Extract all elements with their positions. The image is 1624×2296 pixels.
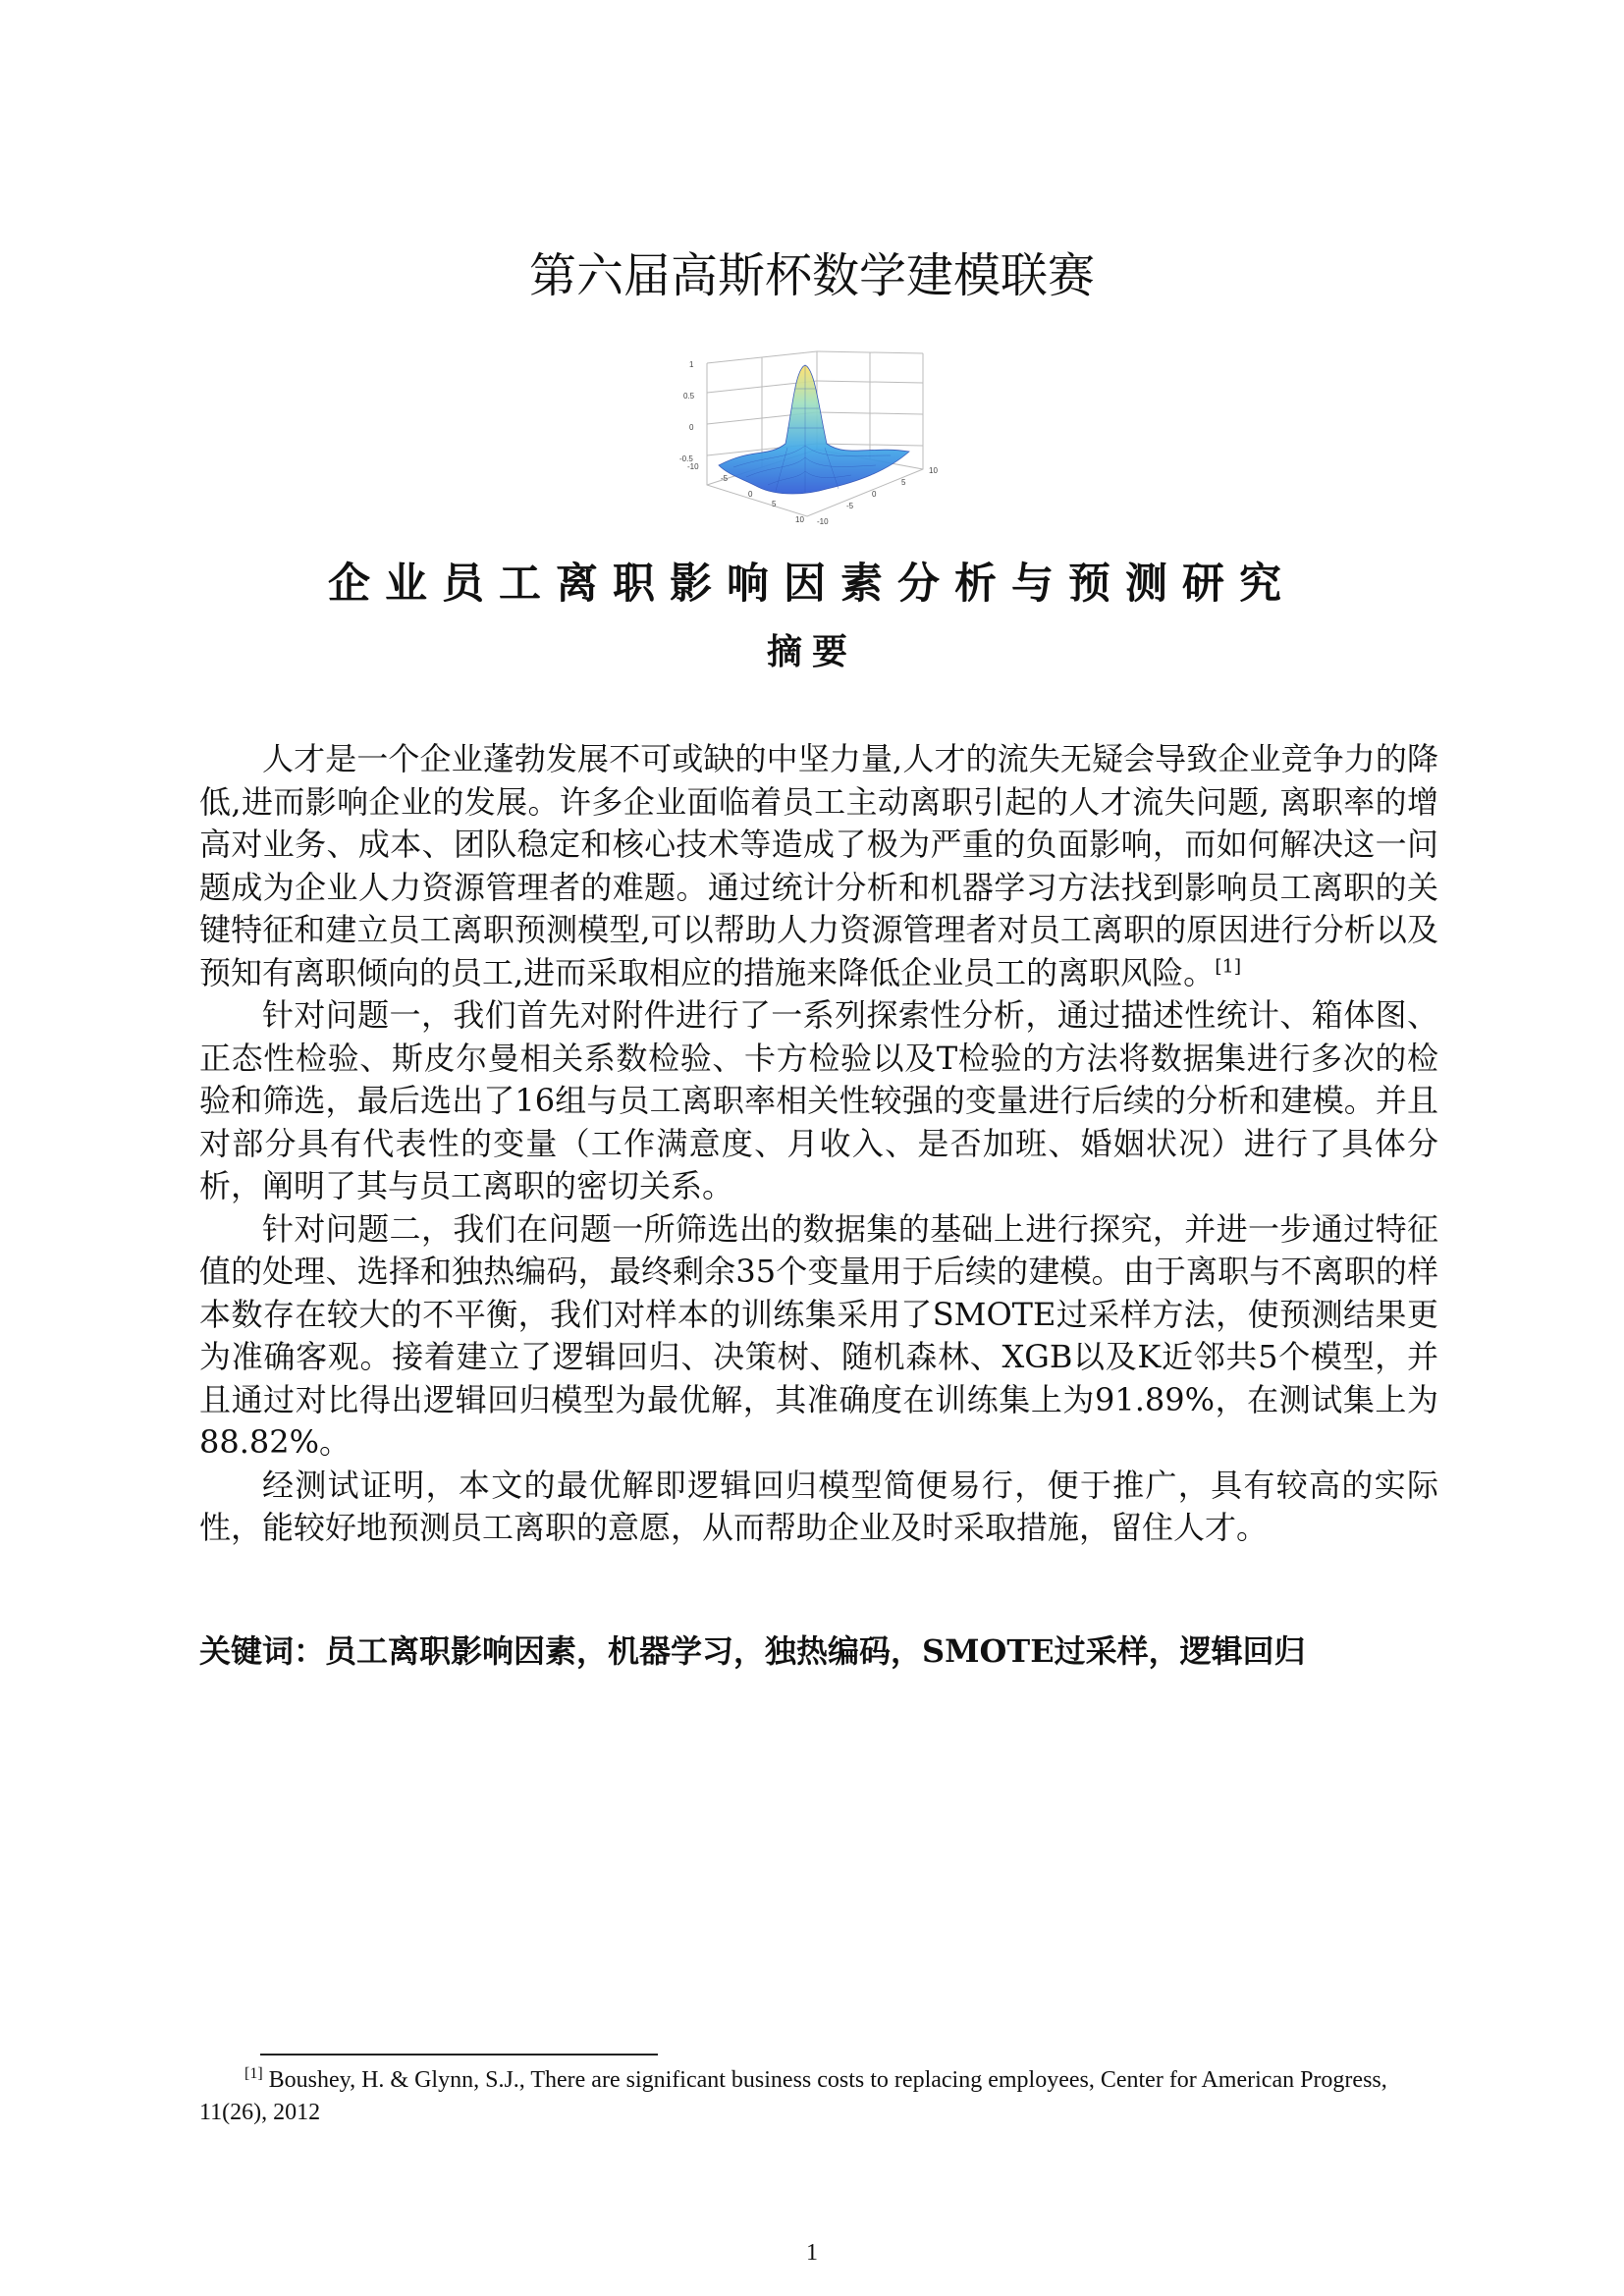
abstract-heading: 摘要 xyxy=(766,632,857,672)
abstract-body xyxy=(199,738,1438,1550)
citation-ref[interactable]: [1] xyxy=(1215,954,1242,977)
abstract-paragraph: 针对问题一，我们首先对附件进行了一系列探索性分析，通过描述性统计、箱体图、正态性检验、斯皮尔曼相关系数检验、卡方检验以及T检验的方法将数据集进行多次的检验和筛选，最后选出了16组与员工离职率相关性较强的变量进行后续的分析和建模。并且对部分具有代表性的变量（工作满意度、月收入、是否加班、婚姻状况）进行了具体分析，阐明了其与员工离职的密切关系。 xyxy=(199,996,1438,1204)
contest-title: 第六届高斯杯数学建模联赛 xyxy=(528,248,1095,303)
y-tick: 5 xyxy=(901,478,906,487)
y-tick: -10 xyxy=(817,517,829,526)
z-tick: -0.5 xyxy=(679,454,693,463)
z-tick: 1 xyxy=(689,360,694,369)
z-tick: 0 xyxy=(689,423,694,432)
footnote xyxy=(199,2064,1438,2129)
page-number: 1 xyxy=(806,2240,818,2266)
x-tick: 10 xyxy=(795,515,804,524)
3d-surface-plot-icon xyxy=(660,349,964,546)
paragraph-text: 人才是一个企业蓬勃发展不可或缺的中坚力量,人才的流失无疑会导致企业竞争力的降低,进而影响企业的发展。许多企业面临着员工主动离职引起的人才流失问题, 离职率的增高对业务、成本、团队稳定和核心技术等造成了极为严重的负面影响，而如何解决这一问题成为企业人力资源管理者的难题。通过统计分析和机器学习方法找到影响员工离职的关键特征和建立员工离职预测模型,可以帮助人力资源管理者对员工离职的原因进行分析以及预知有离职倾向的员工,进而采取相应的措施来降低企业员工的离职风险。 xyxy=(199,740,1438,991)
abstract-paragraph xyxy=(199,738,1438,994)
x-tick: 5 xyxy=(772,500,777,508)
x-tick: 0 xyxy=(748,490,753,499)
x-tick: -10 xyxy=(687,462,699,471)
x-tick: -5 xyxy=(721,474,729,483)
keywords: 关键词：员工离职影响因素，机器学习，独热编码，SMOTE过采样，逻辑回归 xyxy=(199,1632,1306,1670)
y-tick: 0 xyxy=(872,490,877,499)
paper-title: 企业员工离职影响因素分析与预测研究 xyxy=(328,560,1296,609)
y-tick: -5 xyxy=(846,502,854,510)
y-tick: 10 xyxy=(929,466,938,475)
abstract-paragraph: 经测试证明，本文的最优解即逻辑回归模型简便易行，便于推广，具有较高的实际性，能较好地预测员工离职的意愿，从而帮助企业及时采取措施，留住人才。 xyxy=(199,1466,1438,1546)
abstract-paragraph: 针对问题二，我们在问题一所筛选出的数据集的基础上进行探究，并进一步通过特征值的处理、选择和独热编码，最终剩余35个变量用于后续的建模。由于离职与不离职的样本数存在较大的不平衡，我们对样本的训练集采用了SMOTE过采样方法，使预测结果更为准确客观。接着建立了逻辑回归、决策树、随机森林、XGB以及K近邻共5个模型，并且通过对比得出逻辑回归模型为最优解，其准确度在训练集上为91.89%，在测试集上为88.82%。 xyxy=(199,1209,1438,1461)
footnote-text: Boushey, H. & Glynn, S.J., There are significant business costs to replacing employees, Center for American Progress, 11(26), 2012 xyxy=(199,2067,1387,2125)
footnote-marker: [1] xyxy=(244,2065,263,2082)
footnote-divider xyxy=(260,2054,658,2056)
z-tick: 0.5 xyxy=(683,392,695,400)
